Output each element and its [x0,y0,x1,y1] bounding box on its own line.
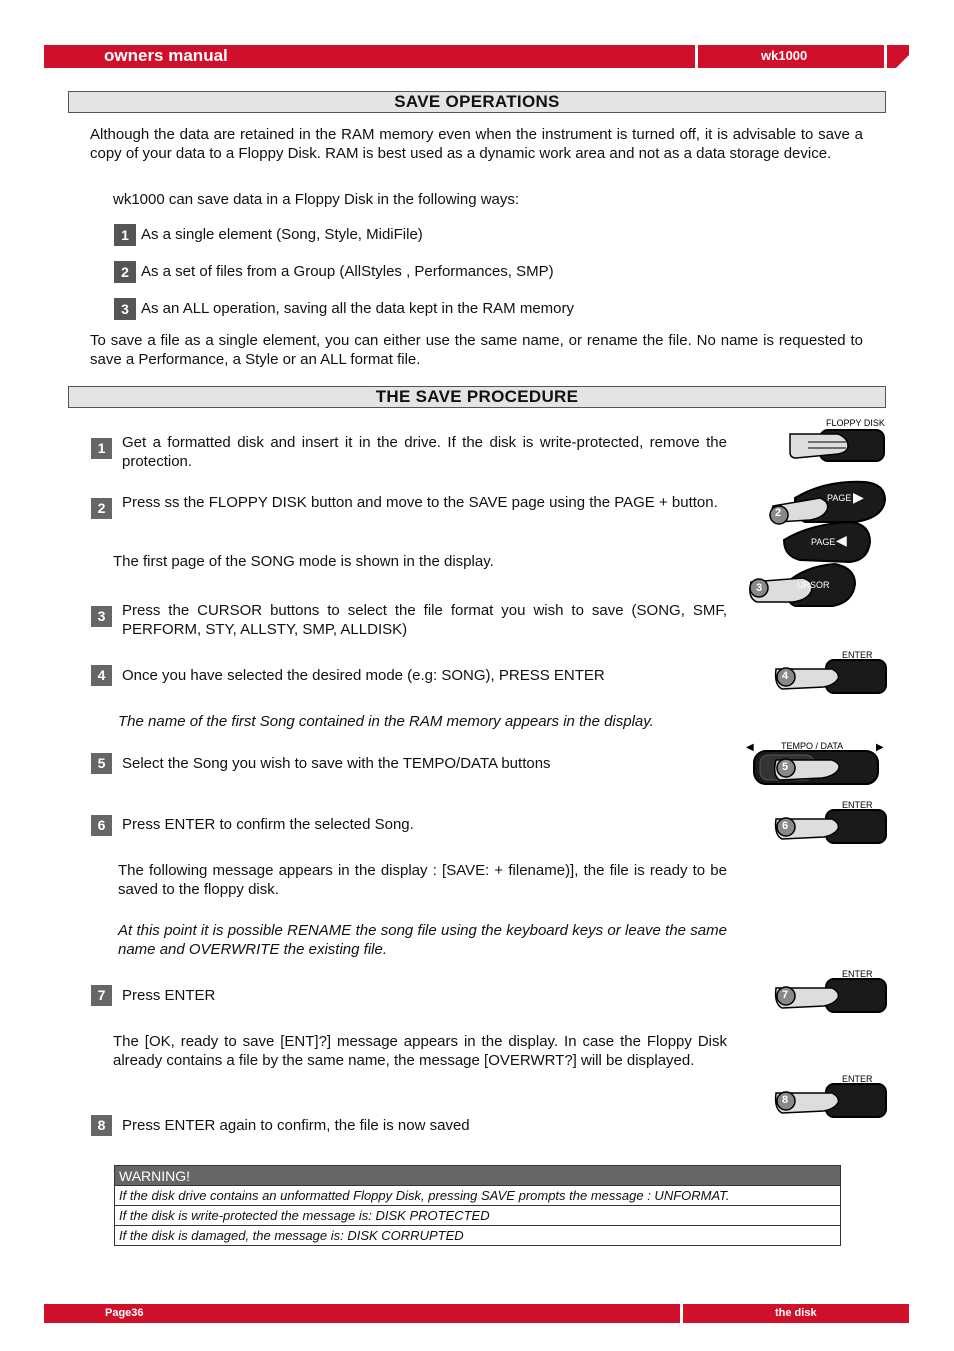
floppy-disk-label: FLOPPY DISK [826,418,885,428]
note-rename: At this point it is possible RENAME the song file using the keyboard keys or leave the same name and OVERWRITE the existing file. [118,922,727,958]
enter-label-6: ENTER [842,800,873,810]
note-first-song: The name of the first Song contained in the RAM memory appears in the display. [118,713,654,730]
enter-button-figure-8 [772,1083,888,1119]
enter-label-8: ENTER [842,1074,873,1084]
step-text-1: Get a formatted disk and insert it in the drive. If the disk is write-protected, remove the protection. [122,434,727,470]
enter-label-7: ENTER [842,969,873,979]
way-text-3: As an ALL operation, saving all the data kept in the RAM memory [141,300,575,317]
badge-4: 4 [782,670,789,682]
step-number-2: 2 [91,498,112,519]
step-text-8: Press ENTER again to confirm, the file is now saved [122,1117,470,1134]
note-ok-ready: The [OK, ready to save [ENT]?] message appears in the display. In case the Floppy Disk already contains a file by the same name, the message [OVERWRT?] will be displayed. [113,1033,727,1069]
chapter-name: the disk [775,1307,817,1319]
page-number: Page36 [105,1307,144,1319]
header-corner-tab [887,45,910,68]
header-bar-right [698,45,884,68]
header-bar-left [44,45,695,68]
step-text-7: Press ENTER [122,987,216,1004]
closing-paragraph: To save a file as a single element, you can either use the same name, or rename the file. No name is requested to save a Performance, a Style or an ALL format file. [90,332,863,368]
warning-header: WARNING! [115,1166,841,1186]
badge-6: 6 [782,820,789,832]
note-save-message: The following message appears in the display : [SAVE: + filename)], the file is ready to be saved to the floppy disk. [118,862,727,898]
way-text-2: As a set of files from a Group (AllStyles , Performances, SMP) [141,263,554,280]
warning-row-protected: If the disk is write-protected the message is: DISK PROTECTED [115,1206,841,1226]
badge-7: 7 [782,989,789,1001]
enter-label-4: ENTER [842,650,873,660]
page-minus-arrow-icon: ◀ [836,532,847,548]
warning-row-unformat: If the disk drive contains an unformatted Floppy Disk, pressing SAVE prompts the message : UNFORMAT. [115,1186,841,1206]
tempo-data-label: TEMPO / DATA [781,741,844,751]
tempo-right-arrow-icon: ▶ [876,742,884,753]
badge-8: 8 [782,1094,789,1106]
step-text-6: Press ENTER to confirm the selected Song. [122,816,414,833]
way-text-1: As a single element (Song, Style, MidiFile) [141,226,423,243]
warning-row-corrupted: If the disk is damaged, the message is: DISK CORRUPTED [115,1226,841,1246]
way-number-1: 1 [114,224,136,246]
floppy-disk-button-figure [788,428,888,464]
page-plus-arrow-icon: ▶ [853,489,864,505]
way-number-3: 3 [114,298,136,320]
step-text-3: Press the CURSOR buttons to select the file format you wish to save (SONG, SMF, PERFORM, STY, ALLSTY, SMP, ALLDISK) [122,602,727,638]
step-number-6: 6 [91,815,112,836]
step-number-8: 8 [91,1115,112,1136]
section-title-save-operations: SAVE OPERATIONS [68,91,886,113]
step-text-4: Once you have selected the desired mode (e.g: SONG), PRESS ENTER [122,667,605,684]
footer-bar-left [44,1304,680,1323]
step-number-3: 3 [91,606,112,627]
step-number-7: 7 [91,985,112,1006]
badge-2: 2 [775,507,782,519]
badge-3: 3 [756,582,763,594]
header-title: owners manual [104,46,228,65]
enter-button-figure-6 [772,809,888,845]
step-text-5: Select the Song you wish to save with the TEMPO/DATA buttons [122,755,551,772]
intro-paragraph: Although the data are retained in the RAM memory even when the instrument is turned off, it is advisable to save a copy of your data to a Floppy Disk. RAM is best used as a dynamic work area and not as a data storage device. [90,126,863,162]
ways-intro: wk1000 can save data in a Floppy Disk in the following ways: [113,191,520,208]
page-plus-label: PAGE [827,493,852,503]
way-number-2: 2 [114,261,136,283]
tempo-data-button-figure [752,750,880,786]
footer-bar-right [683,1304,909,1323]
page-minus-label: PAGE [811,537,836,547]
warning-table [114,1165,841,1246]
step-number-1: 1 [91,438,112,459]
step-number-5: 5 [91,753,112,774]
enter-button-figure-4 [772,659,888,695]
badge-5: 5 [782,761,789,773]
tempo-left-arrow-icon: ◀ [746,742,754,753]
section-title-save-procedure: THE SAVE PROCEDURE [68,386,886,408]
cursor-label: URSOR [797,580,830,590]
step-text-2: Press ss the FLOPPY DISK button and move to the SAVE page using the PAGE + button. [122,494,718,511]
enter-button-figure-7 [772,978,888,1014]
model-title: wk1000 [761,48,808,63]
note-first-page: The first page of the SONG mode is shown in the display. [113,553,494,570]
step-number-4: 4 [91,665,112,686]
